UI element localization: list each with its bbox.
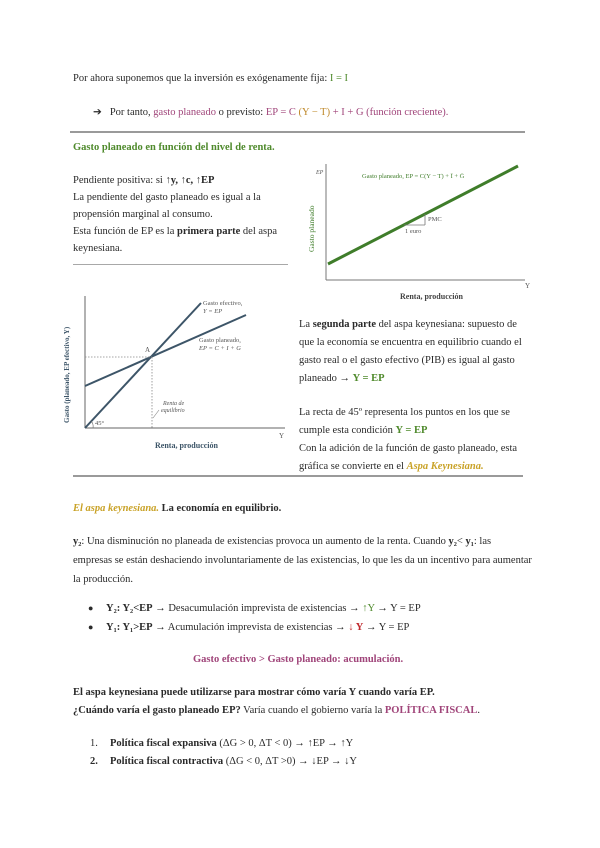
equilibrium-point-label: A — [145, 346, 151, 354]
text: → Acumulación imprevista de existencias → — [152, 622, 349, 633]
equation: Y = EP — [395, 425, 428, 436]
bullet-icon: ● — [88, 622, 94, 632]
intro-line-2 — [93, 104, 448, 121]
text: . — [477, 705, 480, 716]
divider — [73, 475, 523, 477]
x-axis-label: Renta, producción — [400, 292, 463, 301]
run-label: 1 euro — [405, 228, 422, 235]
text: → Desacumulación imprevista de existencias → — [152, 603, 363, 614]
planned-spending-highlight: gasto planeado — [153, 107, 216, 118]
down-arrow-icon: ↓ Y — [348, 622, 364, 633]
text: gasto real o el gasto efectivo (PIB) es igual al gasto — [299, 355, 515, 366]
bullet-item — [88, 599, 421, 618]
y-axis-label: Gasto (planeado, EP efectivo, Y) — [63, 326, 71, 423]
line-label: Gasto planeado, — [199, 337, 241, 344]
numbered-list — [90, 735, 357, 771]
bold-text: primera parte — [177, 226, 241, 237]
eq-part-b: (Y − T) — [298, 107, 331, 118]
bullet-item — [88, 618, 421, 637]
text: que la economía se encuentra en equilibrio cuando el — [299, 337, 522, 348]
list-number: 1. — [90, 738, 98, 749]
text: La pendiente del gasto planeado es igual a la — [73, 192, 261, 203]
text: empresas se están deshaciendo involuntariamente de las existencias, lo que les da un incentivo para aumentar — [73, 555, 532, 566]
angle-label: 45° — [95, 420, 105, 427]
equilibrium-income-label: equilibrio — [161, 408, 185, 414]
intro-mid: o previsto: — [215, 107, 266, 118]
axis-label: EP — [316, 170, 324, 176]
pmc-label: PMC — [428, 216, 442, 223]
text: : Una disminución no planeada de existencias provoca un aumento de la renta. Cuando — [81, 536, 449, 547]
bold-text: y₂ — [73, 536, 82, 547]
bullet-icon: ● — [88, 603, 94, 613]
bold-text: ¿Cuándo varía el gasto planeado EP? — [73, 705, 241, 716]
text: gráfica se convierte en el — [299, 461, 407, 472]
y-axis-label: Gasto planeado — [307, 205, 316, 252]
intro-text: Por ahora suponemos que la inversión es exógenamente fija: — [73, 73, 330, 84]
bold-text: El aspa keynesiana puede utilizarse para mostrar cómo varía Y cuando varía EP. — [73, 687, 435, 698]
fiscal-policy-highlight: POLÍTICA FISCAL — [384, 705, 478, 716]
investment-equation: I = I — [329, 73, 349, 84]
line-label: EP = C + I + G — [199, 345, 241, 352]
text: La recta de 45º representa los puntos en los que se — [299, 407, 510, 418]
bold-text: segunda parte — [312, 319, 377, 330]
heading-text: La economía en equilibrio. — [159, 503, 282, 514]
text: (ΔG < 0, ΔT >0) → ↓EP → ↓Y — [223, 756, 357, 767]
section3-heading — [73, 500, 281, 517]
text: planeado → — [299, 373, 353, 384]
heading-highlight: El aspa keynesiana. — [73, 503, 160, 514]
keynesian-cross-highlight: Aspa Keynesiana. — [406, 461, 484, 472]
bold-text: ↑y, ↑c, ↑EP — [165, 175, 215, 186]
bold-text: Política fiscal expansiva — [110, 738, 217, 749]
text: propensión marginal al consumo. — [73, 209, 213, 220]
line-label: Y = EP — [203, 308, 223, 315]
axis-label: Y — [525, 282, 531, 290]
list-number: 2. — [90, 756, 98, 767]
text: → Y = EP — [363, 622, 410, 633]
text: del aspa keynesiana: supuesto de — [376, 319, 517, 330]
arrow-right-icon: ➔ — [93, 107, 102, 118]
equation: Y = EP — [352, 373, 385, 384]
section1-text — [73, 172, 277, 257]
divider — [70, 131, 525, 133]
bold-text: Y₁: Y₁>EP — [106, 622, 153, 633]
bullet-list — [88, 599, 421, 637]
keynesian-cross-chart — [55, 288, 295, 453]
section2-text — [299, 316, 522, 476]
equilibrium-income-label: Renta de — [163, 401, 185, 407]
eq-part-d: (función creciente). — [366, 107, 449, 118]
accumulation-note: Gasto efectivo > Gasto planeado: acumulación. — [193, 654, 404, 665]
eq-part-c: + I + G — [330, 107, 367, 118]
text: Con la adición de la función de gasto planeado, esta — [299, 443, 518, 454]
line-label: Gasto efectivo, — [203, 300, 243, 307]
text: : las — [473, 536, 492, 547]
intro-line-1 — [73, 70, 348, 87]
axis-label: Y — [279, 432, 285, 440]
text: keynesiana. — [73, 243, 123, 254]
section3-paragraph — [73, 532, 533, 589]
text: → Y = EP — [374, 603, 421, 614]
eq-part-a: EP = C — [265, 107, 299, 118]
x-axis-label: Renta, producción — [155, 441, 218, 450]
text: cumple esta condición — [299, 425, 396, 436]
text: Pendiente positiva: si — [73, 175, 166, 186]
up-arrow-icon: ↑Y — [362, 603, 375, 614]
list-item — [90, 735, 357, 753]
section-heading: Gasto planeado en función del nivel de renta. — [73, 142, 275, 153]
bold-text: y₁ — [465, 536, 474, 547]
planned-spending-chart — [300, 152, 540, 304]
text: La — [299, 319, 313, 330]
planned-spending-line — [328, 166, 518, 264]
text: < — [456, 536, 466, 547]
line-label: Gasto planeado, EP = C(Y − T) + Ī + Ḡ — [362, 173, 465, 180]
section4-text — [73, 684, 480, 720]
bold-text: Y₂: Y₂<EP — [106, 603, 153, 614]
text: Esta función de EP es la — [73, 226, 178, 237]
bold-text: y₂ — [448, 536, 457, 547]
text: Varía cuando el gobierno varía la — [240, 705, 385, 716]
bold-text: Política fiscal contractiva — [110, 756, 224, 767]
intro-prefix: Por tanto, — [109, 107, 154, 118]
text: del aspa — [240, 226, 278, 237]
list-item — [90, 753, 357, 771]
text: (ΔG > 0, ΔT < 0) → ↑EP → ↑Y — [216, 738, 354, 749]
text: la producción. — [73, 574, 134, 585]
divider — [73, 264, 288, 265]
